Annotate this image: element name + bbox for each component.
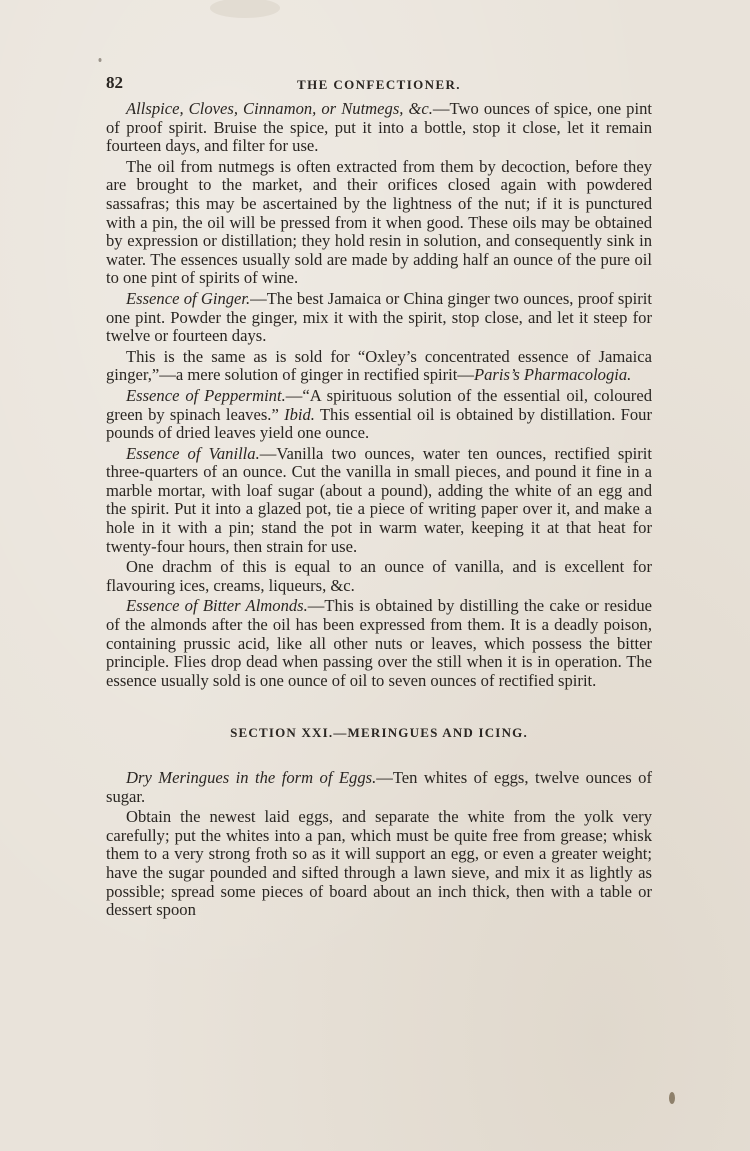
book-page	[106, 74, 652, 922]
citation: Ibid.	[284, 404, 315, 424]
entry-title: Essence of Bitter Almonds.	[126, 596, 308, 616]
entry-text: —Two ounces of spice, one pint of proof spirit. Bruise the spice, put it into a bottle, stop it close, let it remain fourteen days, and filter for use.	[106, 99, 652, 156]
entry-text: This is the same as is sold for “Oxley’s concentrated essence of Jamaica ginger,”—a mere solution of ginger in rectified spirit—	[106, 346, 652, 385]
entry-text-after: This essential oil is obtained by distillation. Four pounds of dried leaves yield one ounce.	[106, 404, 652, 443]
entry-text: —Vanilla two ounces, water ten ounces, rectified spirit three-quarters of an ounce. Cut the vanilla in small pieces, and pound it fine in a marble mortar, with loaf sugar (about a pound), adding the white of an egg and the spirit. Put it into a glazed pot, tie a piece of writing paper over it, and make a hole in it with a pin; stand the pot in warm water, keeping it at that heat for twenty-four hours, then strain for use.	[106, 443, 652, 556]
entry-text: —Ten whites of eggs, twelve ounces of sugar.	[106, 768, 652, 806]
paragraph-ginger	[106, 290, 652, 346]
running-title: THE CONFECTIONER.	[297, 77, 461, 92]
page-number: 82	[106, 73, 123, 92]
entry-text: One drachm of this is equal to an ounce of vanilla, and is excellent for flavouring ices, creams, liqueurs, &c.	[106, 557, 652, 595]
entry-title: Essence of Vanilla.	[126, 443, 260, 463]
paragraph-meringue-method	[106, 808, 652, 920]
paragraph-bitter-almonds	[106, 597, 652, 690]
entry-text: —“A spirituous solution of the essential oil, coloured green by spinach leaves.”	[106, 385, 652, 424]
entry-title: Dry Meringues in the form of Eggs.	[126, 768, 377, 787]
paragraph-drachm	[106, 558, 652, 595]
section-heading: SECTION XXI.—MERINGUES AND ICING.	[230, 725, 528, 741]
running-head	[106, 74, 652, 96]
paragraph-peppermint	[106, 387, 652, 443]
entry-text: Obtain the newest laid eggs, and separate the white from the yolk very carefully; put the whites into a pan, which must be quite free from grease; whisk them to a very strong froth so as it will support an egg, or even a greater weight; have the sugar pounded and sifted through a lawn sieve, and mix it as lightly as possible; spread some pieces of board about an inch thick, then with a table or dessert spoon	[106, 807, 652, 920]
paragraph-vanilla	[106, 445, 652, 557]
entry-text: The oil from nutmegs is often extracted from them by decoction, before they are brought to the market, and their orifices closed again with powdered sassafras; this may be ascertained by the lightness of the nut; if it is punctured with a pin, the oil will be pressed from it when good. These oils may be obtained by expression or distillation; they hold resin in solution, and consequently sink in water. The essences usually sold are made by adding half an ounce of the pure oil to one pint of spirits of wine.	[106, 156, 652, 288]
entry-title: Allspice, Cloves, Cinnamon, or Nutmegs, &c.	[126, 99, 433, 118]
paragraph-nutmeg-oil	[106, 158, 652, 288]
citation: Paris’s Pharmacologia.	[473, 365, 632, 385]
entry-text: —The best Jamaica or China ginger two ounces, proof spirit one pint. Powder the ginger, mix it with the spirit, stop close, and let it steep for twelve or fourteen days.	[106, 288, 652, 346]
entry-title: Essence of Ginger.	[126, 288, 251, 308]
entry-title: Essence of Peppermint.	[126, 385, 286, 405]
paragraph-oxley	[106, 348, 652, 385]
entry-text: —This is obtained by distilling the cake or residue of the almonds after the oil has been expressed from them. It is a deadly poison, containing prussic acid, like all other nuts or leaves, which possess the bitter principle. Flies drop dead when passing over the still when it is in operation. The essence usually sold is one ounce of oil to seven ounces of rectified spirit.	[106, 596, 652, 690]
paragraph-spice	[106, 100, 652, 156]
paragraph-dry-meringues	[106, 769, 652, 806]
